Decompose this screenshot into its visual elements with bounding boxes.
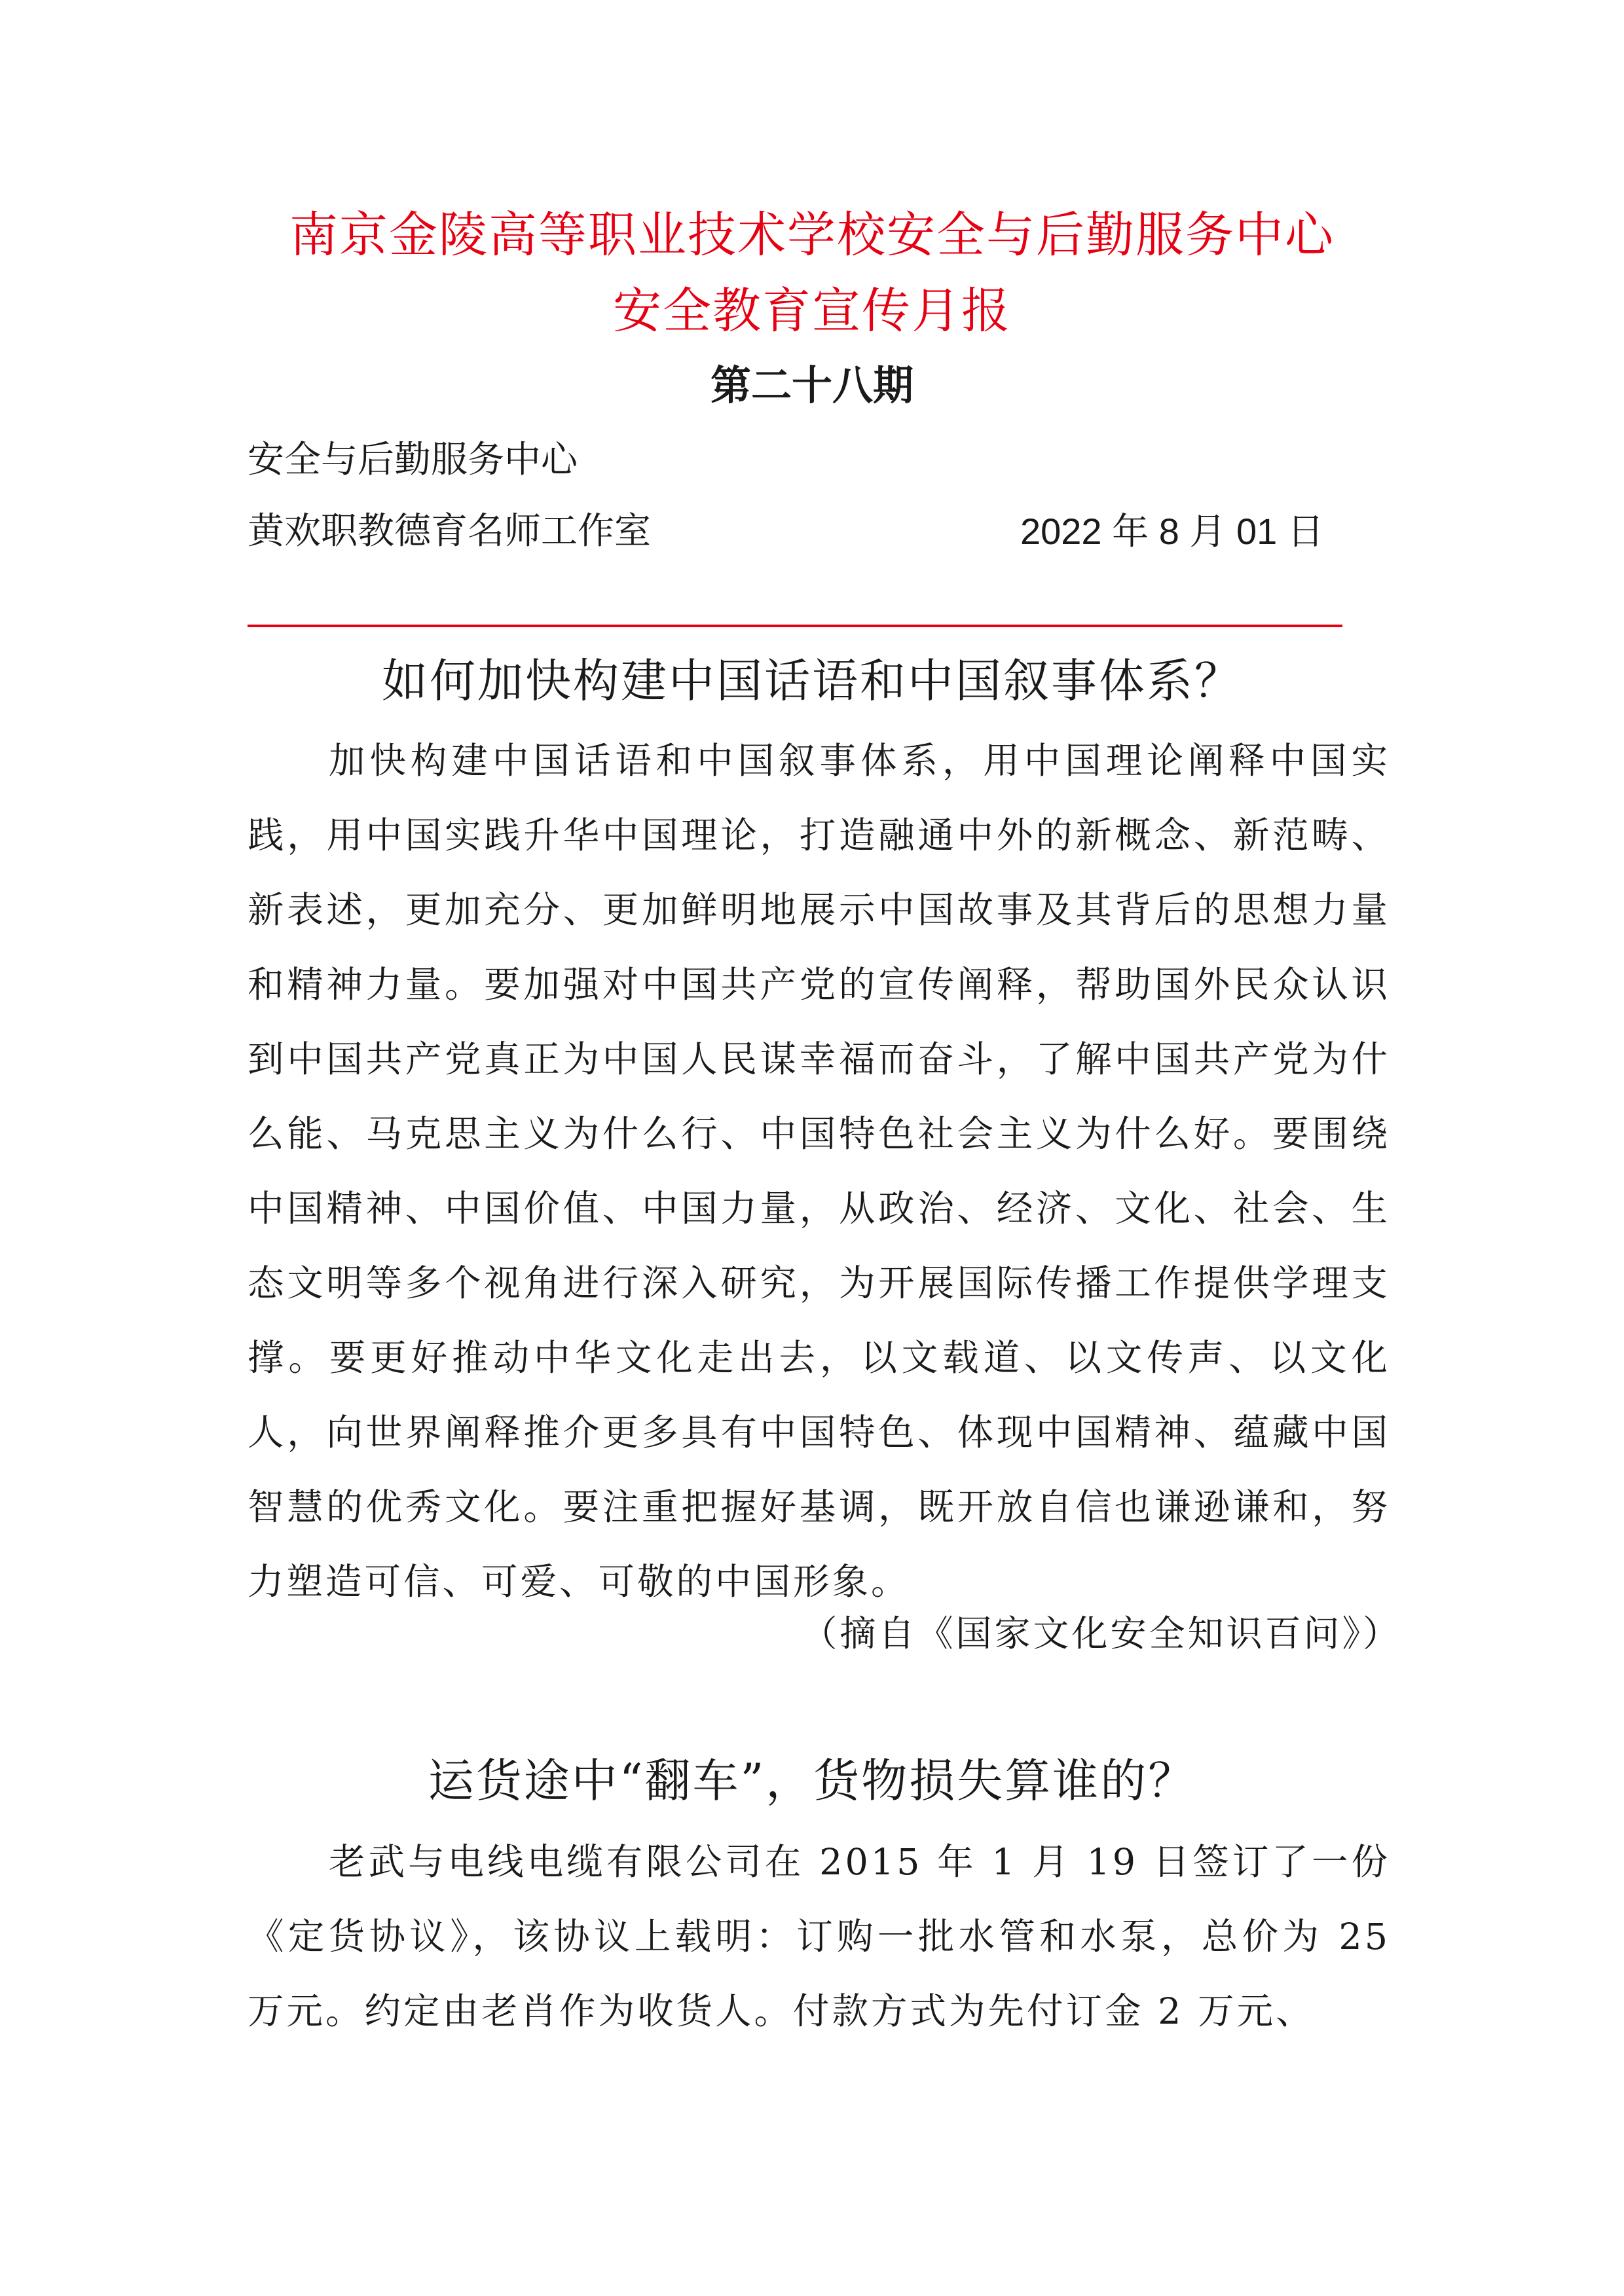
article1-body: 加快构建中国话语和中国叙事体系，用中国理论阐释中国实践，用中国实践升华中国理论，打造融通中外的新概念、新范畴、新表述，更加充分、更加鲜明地展示中国故事及其背后的思想力量和精神力量。要加强对中国共产党的宣传阐释，帮助国外民众认识到中国共产党真正为中国人民谋幸福而奋斗，了解中国共产党为什么能、马克思主义为什么行、中国特色社会主义为什么好。要围绕中国精神、中国价值、中国力量，从政治、经济、文化、社会、生态文明等多个视角进行深入研究，为开展国际传播工作提供学理支撑。要更好推动中华文化走出去，以文载道、以文传声、以文化人，向世界阐释推介更多具有中国特色、体现中国精神、蕴藏中国智慧的优秀文化。要注重把握好基调，既开放自信也谦逊谦和，努力塑造可信、可爱、可敬的中国形象。 xyxy=(248,740,1390,1603)
article2-body: 老武与电线电缆有限公司在 2015 年 1 月 19 日签订了一份《定货协议》，该协议上载明：订购一批水管和水泵，总价为 25 万元。约定由老肖作为收货人。付款方式为先付订金 2 万元、 xyxy=(248,1841,1390,2033)
issue-number: 第二十八期 xyxy=(710,361,913,409)
article1-heading: 如何加快构建中国话语和中国叙事体系？ xyxy=(382,654,1242,708)
page-title: 南京金陵高等职业技术学校安全与后勤服务中心 xyxy=(289,207,1335,263)
page-subtitle: 安全教育宣传月报 xyxy=(613,283,1011,339)
article2-heading: 运货途中“翻车”，货物损失算谁的？ xyxy=(428,1754,1196,1808)
organization-name: 安全与后勤服务中心 xyxy=(248,439,578,481)
publish-date: 2022 年 8 月 01 日 xyxy=(1020,511,1324,552)
article1-source: （摘自《国家文化安全知识百问》） xyxy=(801,1613,1401,1654)
studio-name: 黄欢职教德育名师工作室 xyxy=(248,510,651,553)
header-divider xyxy=(248,625,1342,627)
